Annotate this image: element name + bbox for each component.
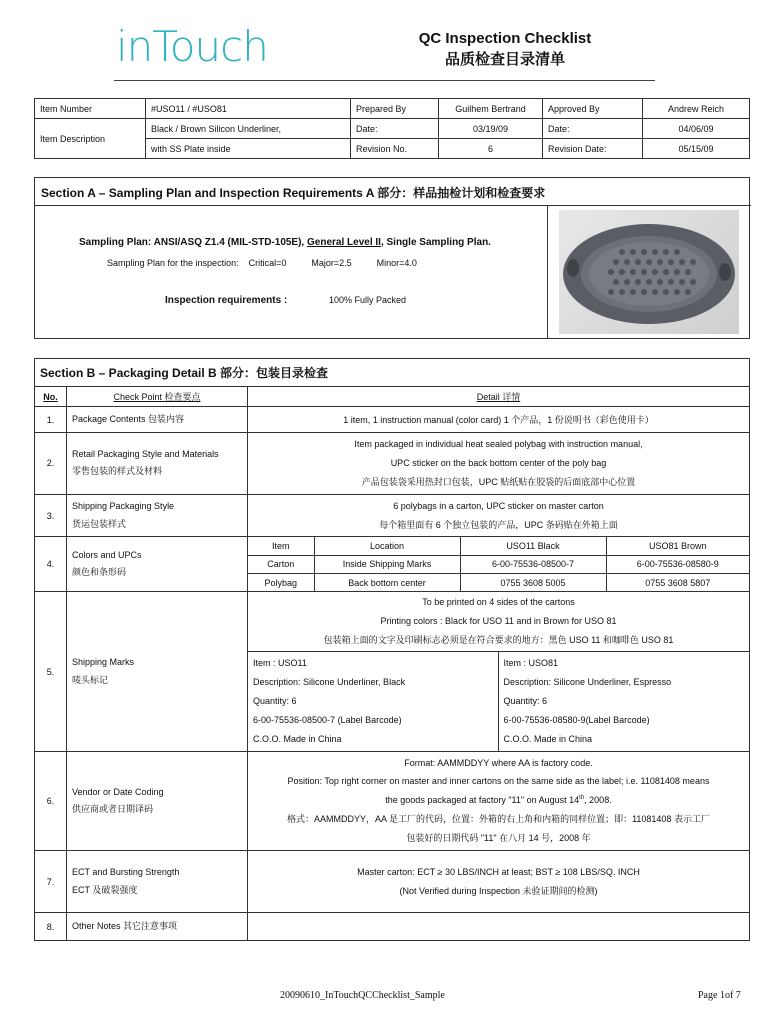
marks-uso81: [498, 652, 749, 751]
revision-no-label: Revision No.: [351, 139, 439, 159]
row-4-check: [67, 537, 248, 592]
footer-filename: 20090610_InTouchQCChecklist_Sample: [280, 990, 445, 1001]
row-3-check: [67, 494, 248, 537]
upc-polybag-item: Polybag: [248, 573, 314, 591]
prepared-by-value: Guilhem Bertrand: [439, 99, 543, 119]
row-5-check-cn: 唛头标记: [72, 674, 109, 685]
revision-date-label: Revision Date:: [543, 139, 643, 159]
row-2-detail-1: Item packaged in individual heat sealed polybag with instruction manual,: [354, 439, 643, 449]
row-5-check: [67, 592, 248, 751]
row-2-check: [67, 433, 248, 495]
prepared-by-label: Prepared By: [351, 99, 439, 119]
date2-label: Date:: [543, 119, 643, 139]
upc-carton-location: Inside Shipping Marks: [314, 555, 460, 573]
row-3-check-en: Shipping Packaging Style: [72, 501, 175, 512]
upc-carton-item: Carton: [248, 555, 314, 573]
item-description-label: Item Description: [35, 119, 146, 159]
marks-uso81-line: 6-00-75536-08580-9(Label Barcode): [503, 714, 650, 725]
row-4-detail: [248, 537, 750, 592]
marks-uso11-line: Quantity: 6: [253, 695, 297, 706]
row-3-detail-1: 6 polybags in a carton, UPC sticker on master carton: [393, 500, 604, 511]
row-2-detail-2: UPC sticker on the back bottom center of the poly bag: [390, 457, 607, 468]
shipping-marks-notes: [248, 592, 749, 651]
item-description-line2: with SS Plate inside: [146, 139, 351, 159]
table-row: [35, 913, 750, 941]
row-6-detail-3a: the goods packaged at factory "11" on August 14: [385, 795, 580, 806]
table-row: [35, 494, 750, 537]
row-5-detail: [248, 592, 750, 751]
section-a: [34, 177, 750, 339]
sampling-plan-level: General Level II: [307, 237, 381, 248]
marks-uso11-line: C.O.O. Made in China: [253, 733, 342, 744]
sampling-plan-limits: Sampling Plan for the inspection: Critical=0 Major=2.5 Minor=4.0: [107, 258, 417, 268]
table-row: [35, 751, 750, 850]
row-8-detail: [248, 913, 750, 941]
row-6-check: [67, 751, 248, 850]
row-6-detail-2: Position: Top right corner on master and inner cartons on the same side as the label; i.e. 11081408 means: [287, 776, 710, 787]
upc-polybag-uso11: 0755 3608 5005: [460, 573, 606, 591]
upc-table: [248, 537, 749, 591]
row-7-detail-2: (Not Verified during Inspection 未验证期间的检测): [399, 885, 598, 896]
col-no-header: No.: [35, 387, 67, 407]
section-b-table: [34, 358, 750, 941]
col-check-header: Check Point 检查要点: [67, 387, 248, 407]
row-6-detail-5: 包装好的日期代码 "11" 在八月 14 号，2008 年: [406, 833, 591, 844]
row-3-check-cn: 货运包装样式: [72, 518, 127, 529]
sampling-plan: [79, 237, 491, 248]
sampling-plan-suffix: , Single Sampling Plan.: [380, 237, 491, 248]
table-row: [35, 592, 750, 751]
marks-uso11-line: Description: Silicone Underliner, Black: [253, 677, 406, 688]
row-7-check-cn: ECT 及破裂强度: [72, 884, 138, 895]
marks-uso11: [248, 652, 498, 751]
row-2-detail: [248, 433, 750, 495]
sampling-plan-prefix: Sampling Plan: ANSI/ASQ Z1.4 (MIL-STD-105E),: [79, 237, 305, 248]
section-a-title: Section A – Sampling Plan and Inspection Requirements A 部分：样品抽检计划和检查要求: [35, 178, 751, 206]
upc-header-uso81: USO81 Brown: [606, 537, 749, 555]
row-4-check-en: Colors and UPCs: [72, 550, 142, 561]
row-3-detail: [248, 494, 750, 537]
row-2-check-cn: 零售包装的样式及材料: [72, 466, 163, 477]
upc-header-item: Item: [248, 537, 314, 555]
row-5-no: 5.: [35, 592, 67, 751]
doc-title-en: QC Inspection Checklist: [418, 30, 592, 47]
row-7-check-en: ECT and Bursting Strength: [72, 867, 180, 878]
inspection-req-value: 100% Fully Packed: [329, 295, 407, 305]
table-row: [35, 537, 750, 592]
row-7-detail: [248, 851, 750, 913]
row-2-detail-3: 产品包装袋采用热封口包装，UPC 贴纸贴在胶袋的后面底部中心位置: [361, 476, 636, 487]
row-4-check-cn: 颜色和条形码: [72, 567, 127, 578]
upc-header-location: Location: [314, 537, 460, 555]
upc-polybag-location: Back bottom center: [314, 573, 460, 591]
row-5-detail-2: Printing colors : Black for USO 11 and in Brown for USO 81: [380, 616, 617, 627]
doc-title-cn: 品质检查目录清单: [444, 51, 565, 68]
footer-page-number: Page 1of 7: [698, 990, 741, 1001]
upc-carton-uso81: 6-00-75536-08580-9: [606, 555, 749, 573]
section-b-title: Section B – Packaging Detail B 部分：包装目录检查: [35, 359, 750, 387]
underliner-image: [559, 210, 739, 334]
item-number-value: #USO11 / #USO81: [146, 99, 351, 119]
section-a-divider: [547, 206, 548, 339]
table-row: [35, 407, 750, 433]
col-detail-header: Detail 详情: [248, 387, 750, 407]
marks-uso81-line: Quantity: 6: [503, 695, 548, 706]
marks-uso81-line: C.O.O. Made in China: [503, 733, 593, 744]
table-row: [35, 851, 750, 913]
approved-by-value: Andrew Reich: [643, 99, 750, 119]
info-table: [34, 98, 750, 159]
marks-uso11-line: 6-00-75536-08500-7 (Label Barcode): [253, 714, 402, 725]
row-7-check: [67, 851, 248, 913]
approved-by-label: Approved By: [543, 99, 643, 119]
row-7-no: 7.: [35, 851, 67, 913]
intouch-logo: inTouch: [116, 22, 268, 71]
row-6-detail: [248, 751, 750, 850]
revision-no-value: 6: [439, 139, 543, 159]
upc-carton-uso11: 6-00-75536-08500-7: [460, 555, 606, 573]
product-photo: [559, 210, 739, 334]
row-2-no: 2.: [35, 433, 67, 495]
row-6-detail-3sup: th: [579, 795, 585, 802]
marks-uso81-line: Description: Silicone Underliner, Espresso: [503, 677, 672, 688]
marks-uso11-line: Item : USO11: [253, 658, 307, 669]
row-1-detail: 1 item, 1 instruction manual (color card) 1 个产品，1 份说明书（彩色使用卡）: [248, 407, 750, 433]
title-divider: [114, 80, 655, 81]
row-3-detail-2: 每个箱里面有 6 个独立包装的产品，UPC 条码贴在外箱上面: [379, 519, 618, 530]
marks-uso81-line: Item : USO81: [503, 658, 559, 669]
shipping-marks-table: [248, 651, 749, 750]
revision-date-value: 05/15/09: [643, 139, 750, 159]
row-5-detail-1: To be printed on 4 sides of the cartons: [422, 597, 575, 608]
date-value: 03/19/09: [439, 119, 543, 139]
row-6-detail-3b: , 2008.: [584, 795, 612, 806]
date-label: Date:: [351, 119, 439, 139]
row-8-no: 8.: [35, 913, 67, 941]
item-number-label: Item Number: [35, 99, 146, 119]
date2-value: 04/06/09: [643, 119, 750, 139]
row-5-detail-3: 包装箱上面的文字及印刷标志必须是在符合要求的地方：黑色 USO 11 和咖啡色 USO 81: [323, 635, 674, 646]
row-7-detail-1: Master carton: ECT ≥ 30 LBS/INCH at least; BST ≥ 108 LBS/SQ. INCH: [357, 866, 640, 877]
upc-header-uso11: USO11 Black: [460, 537, 606, 555]
row-5-check-en: Shipping Marks: [72, 657, 135, 668]
inspection-req-label: Inspection requirements :: [165, 295, 288, 306]
table-row: [35, 433, 750, 495]
row-8-check: Other Notes 其它注意事项: [67, 913, 248, 941]
row-1-check: Package Contents 包装内容: [67, 407, 248, 433]
row-4-no: 4.: [35, 537, 67, 592]
row-6-check-en: Vendor or Date Coding: [72, 786, 164, 797]
row-6-detail-4: 格式：AAMMDDYY，AA 是工厂的代码，位置：外箱的右上角和内箱的同样位置；即：11081408 表示工厂: [287, 814, 710, 825]
row-6-detail-1: Format: AAMMDDYY where AA is factory code.: [404, 757, 593, 768]
row-2-check-en: Retail Packaging Style and Materials: [72, 449, 219, 460]
item-description-line1: Black / Brown Silicon Underliner,: [146, 119, 351, 139]
upc-polybag-uso81: 0755 3608 5807: [606, 573, 749, 591]
row-3-no: 3.: [35, 494, 67, 537]
row-6-no: 6.: [35, 751, 67, 850]
row-1-no: 1.: [35, 407, 67, 433]
row-6-detail-3: [253, 791, 744, 810]
row-6-check-cn: 供应商或者日期译码: [72, 803, 154, 814]
